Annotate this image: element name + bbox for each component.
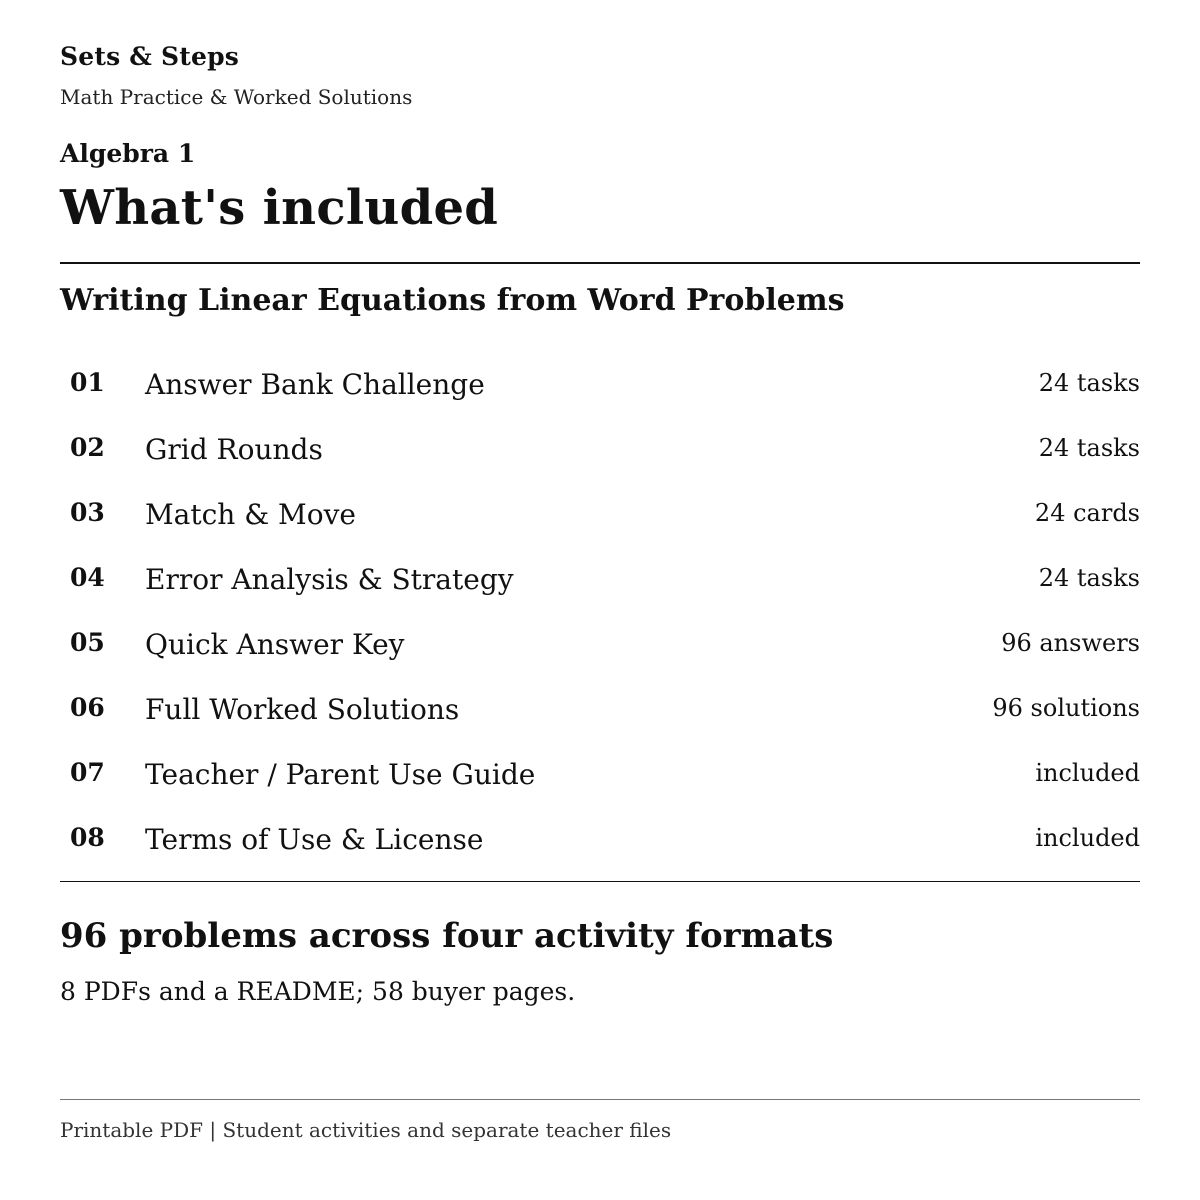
item-count: 96 solutions bbox=[992, 694, 1140, 722]
contents-list bbox=[60, 352, 1140, 872]
item-label: Error Analysis & Strategy bbox=[145, 563, 514, 596]
item-count: included bbox=[1035, 824, 1140, 852]
product-page bbox=[60, 0, 1140, 1200]
item-count: 24 tasks bbox=[1038, 564, 1140, 592]
list-item bbox=[60, 807, 1140, 872]
item-count: 24 cards bbox=[1034, 499, 1140, 527]
list-item bbox=[60, 742, 1140, 807]
item-label: Full Worked Solutions bbox=[145, 693, 460, 726]
item-label: Answer Bank Challenge bbox=[145, 368, 485, 401]
footer-text: Printable PDF | Student activities and separate teacher files bbox=[60, 1118, 672, 1142]
item-number: 01 bbox=[70, 368, 105, 397]
item-label: Match & Move bbox=[145, 498, 356, 531]
item-number: 05 bbox=[70, 628, 105, 657]
summary-text: 8 PDFs and a README; 58 buyer pages. bbox=[60, 977, 576, 1006]
item-number: 06 bbox=[70, 693, 105, 722]
item-count: 24 tasks bbox=[1038, 434, 1140, 462]
list-divider bbox=[60, 881, 1140, 882]
item-label: Teacher / Parent Use Guide bbox=[145, 758, 536, 791]
item-label: Terms of Use & License bbox=[145, 823, 484, 856]
item-label: Quick Answer Key bbox=[145, 628, 405, 661]
page-title: What's included bbox=[60, 180, 499, 236]
brand-tagline: Math Practice & Worked Solutions bbox=[60, 85, 413, 109]
item-number: 03 bbox=[70, 498, 105, 527]
list-item bbox=[60, 482, 1140, 547]
item-number: 04 bbox=[70, 563, 105, 592]
item-count: included bbox=[1035, 759, 1140, 787]
course-label: Algebra 1 bbox=[60, 139, 196, 168]
list-item bbox=[60, 417, 1140, 482]
summary-heading: 96 problems across four activity formats bbox=[60, 916, 834, 956]
item-label: Grid Rounds bbox=[145, 433, 323, 466]
topic-heading: Writing Linear Equations from Word Problems bbox=[60, 283, 845, 318]
list-item bbox=[60, 352, 1140, 417]
title-divider bbox=[60, 262, 1140, 264]
item-count: 24 tasks bbox=[1038, 369, 1140, 397]
list-item bbox=[60, 547, 1140, 612]
footer-divider bbox=[60, 1099, 1140, 1100]
brand-name: Sets & Steps bbox=[60, 42, 240, 71]
item-number: 02 bbox=[70, 433, 105, 462]
list-item bbox=[60, 612, 1140, 677]
item-count: 96 answers bbox=[1001, 629, 1140, 657]
list-item bbox=[60, 677, 1140, 742]
item-number: 08 bbox=[70, 823, 105, 852]
item-number: 07 bbox=[70, 758, 105, 787]
